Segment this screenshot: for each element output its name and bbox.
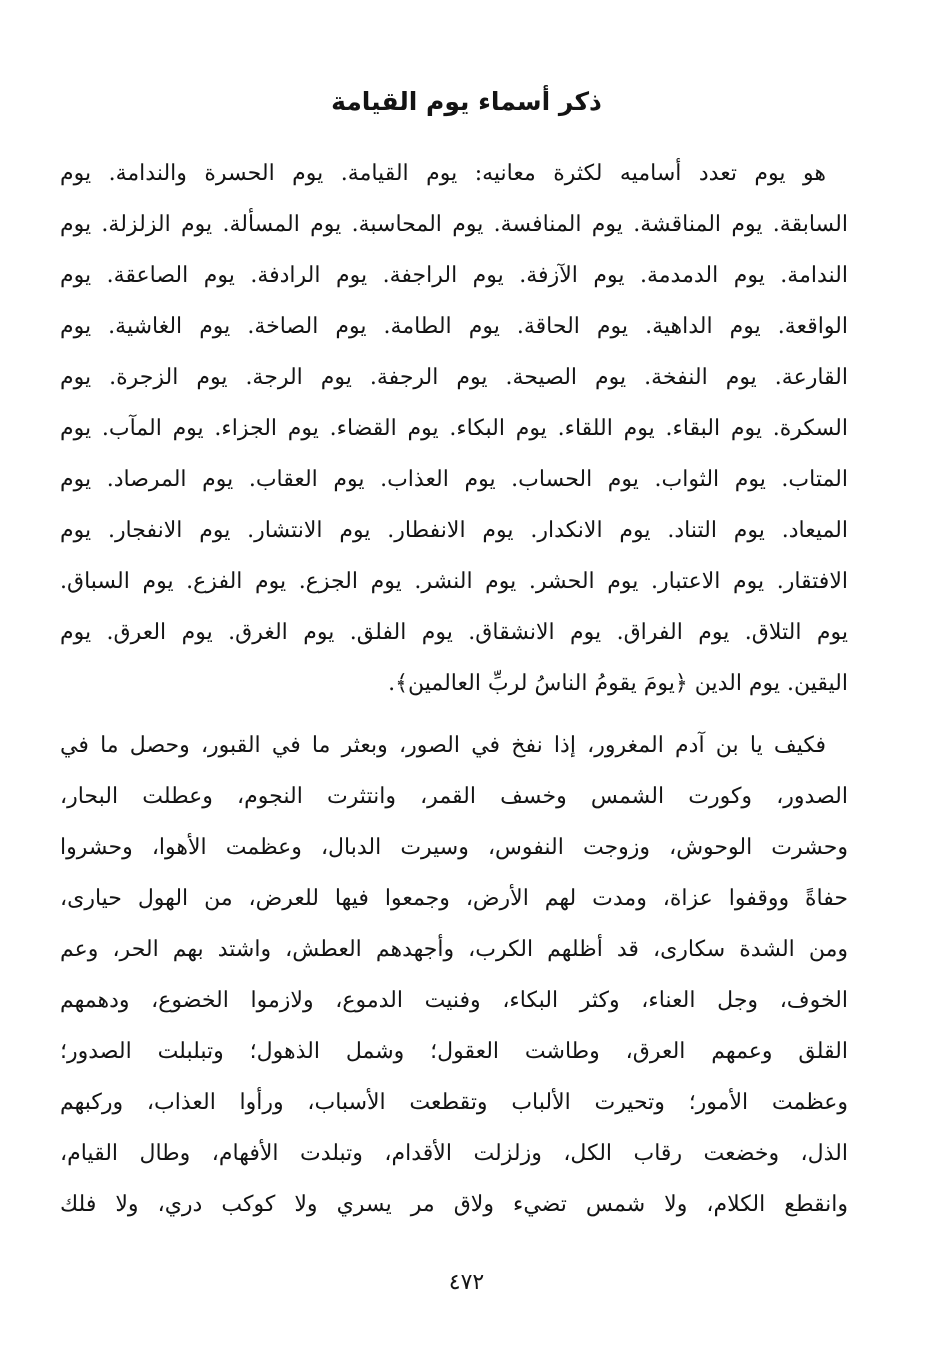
paragraph-line: حفاةً ووقفوا عزاة، ومدت لهم الأرض، وجمعوا فيها للعرض، من الهول حيارى، — [60, 886, 848, 911]
paragraph-line: السكرة. يوم البقاء. يوم اللقاء. يوم البكاء. يوم القضاء. يوم الجزاء. يوم المآب. يوم — [60, 416, 848, 441]
paragraph-line: الافتقار. يوم الاعتبار. يوم الحشر. يوم النشر. يوم الجزع. يوم الفزع. يوم السباق. — [60, 569, 848, 594]
paragraph-line: القارعة. يوم النفخة. يوم الصيحة. يوم الرجفة. يوم الرجة. يوم الزجرة. يوم — [60, 365, 848, 390]
paragraph-line: وحشرت الوحوش، وزوجت النفوس، وسيرت الدبال، وعظمت الأهوا، وحشروا — [60, 835, 848, 860]
paragraph-line: فكيف يا بن آدم المغرور، إذا نفخ في الصور، وبعثر ما في القبور، وحصل ما في — [60, 733, 826, 758]
page-title: ذكر أسماء يوم القيامة — [331, 87, 602, 116]
paragraph-line: اليقين. يوم الدين ﴿يومَ يقومُ الناسُ لربِّ العالمين﴾. — [388, 671, 848, 696]
paragraph-line: الذل، وخضعت رقاب الكل، وزلزلت الأقدام، وتبلدت الأفهام، وطال القيام، — [60, 1141, 848, 1166]
paragraph-line: الصدور، وكورت الشمس وخسف القمر، وانتثرت النجوم، وعطلت البحار، — [60, 784, 848, 809]
paragraph-line: السابقة. يوم المناقشة. يوم المنافسة. يوم المحاسبة. يوم المسألة. يوم الزلزلة. يوم — [60, 212, 848, 237]
paragraph-line: الندامة. يوم الدمدمة. يوم الآزفة. يوم الراجفة. يوم الرادفة. يوم الصاعقة. يوم — [60, 263, 848, 288]
paragraph-line: هو يوم تعدد أساميه لكثرة معانيه: يوم القيامة. يوم الحسرة والندامة. يوم — [60, 161, 826, 186]
paragraph-line: الواقعة. يوم الداهية. يوم الحاقة. يوم الطامة. يوم الصاخة. يوم الغاشية. يوم — [60, 314, 848, 339]
paragraph-names-of-judgment-day — [60, 148, 848, 709]
paragraph-line: الخوف، وجل العناء، وكثر البكاء، وفنيت الدموع، ولازموا الخضوع، ودهمهم — [60, 988, 848, 1013]
paragraph-line: الميعاد. يوم التناد. يوم الانكدار. يوم الانفطار. يوم الانتشار. يوم الانفجار. يوم — [60, 518, 848, 543]
paragraph-resurrection-description — [60, 720, 848, 1230]
paragraph-line: وعظمت الأمور؛ وتحيرت الألباب وتقطعت الأسباب، ورأوا العذاب، وركبهم — [60, 1090, 848, 1115]
page-number: ٤٧٢ — [448, 1270, 485, 1295]
paragraph-line: وانقطع الكلام، ولا شمس تضيء ولاق مر يسري ولا كوكب دري، ولا فلك — [60, 1192, 848, 1217]
paragraph-line: القلق وعمهم العرق، وطاشت العقول؛ وشمل الذهول؛ وتبلبلت الصدور؛ — [60, 1039, 848, 1064]
paragraph-line: ومن الشدة سكارى، قد أظلهم الكرب، وأجهدهم العطش، واشتد بهم الحر، وعم — [60, 937, 848, 962]
paragraph-line: يوم التلاق. يوم الفراق. يوم الانشقاق. يوم الفلق. يوم الغرق. يوم العرق. يوم — [60, 620, 848, 645]
paragraph-line: المتاب. يوم الثواب. يوم الحساب. يوم العذاب. يوم العقاب. يوم المرصاد. يوم — [60, 467, 848, 492]
